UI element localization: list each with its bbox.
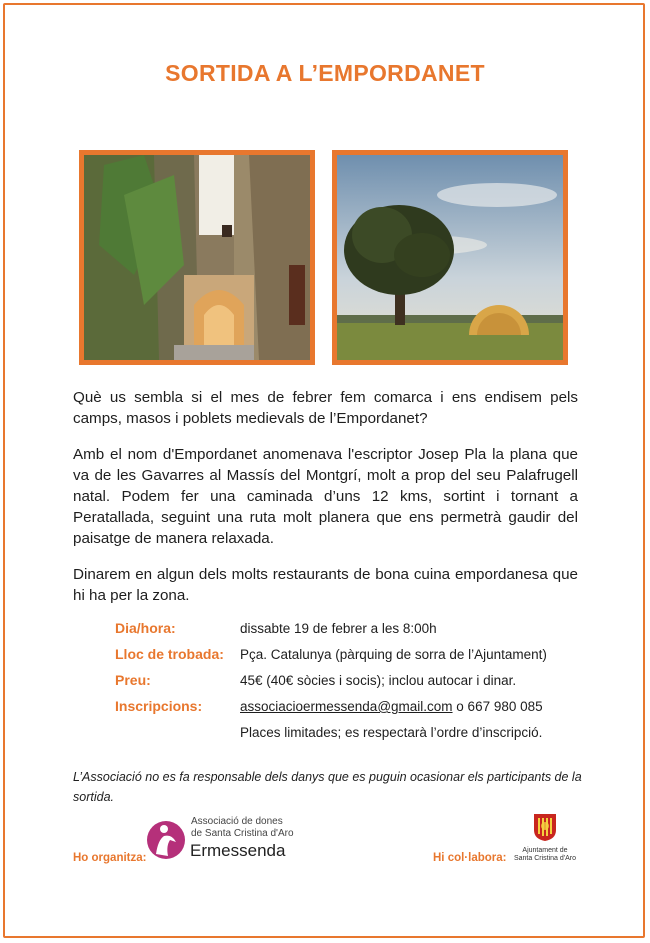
collaborator-label: Hi col·labora: (433, 852, 507, 864)
signup-phone: o 667 980 085 (452, 699, 543, 714)
organizer-label: Ho organitza: (73, 852, 147, 864)
date-row (115, 620, 585, 646)
price-label: Preu: (115, 672, 151, 688)
date-value: dissabte 19 de febrer a les 8:00h (240, 621, 437, 636)
signup-label: Inscripcions: (115, 698, 203, 714)
tree-field-photo (332, 150, 568, 365)
ajuntament-seal-icon (532, 812, 558, 842)
disclaimer-text: L’Associació no es fa responsable dels danys que es puguin ocasionar els participants de la sortida. (73, 770, 582, 804)
signup-value (240, 699, 543, 714)
collaborator-line1: Ajuntament de (522, 847, 568, 854)
collaborator-line2: Santa Cristina d'Aro (513, 855, 577, 862)
date-label: Dia/hora: (115, 620, 176, 636)
ermessenda-logo (146, 816, 296, 864)
description-paragraph: Amb el nom d'Empordanet anomenava l'escriptor Josep Pla la plana que va de les Gavarres al Massís del Montgrí, molt a prop del seu Palafrugell natal. Podem fer una caminada d’uns 12 kms, sortint i tornant a Peratallada, seguint una ruta molt planera que ens permetrà gaudir del paisatge de manera relaxada. (73, 446, 578, 547)
note-row (115, 724, 585, 750)
village-street-photo (79, 150, 315, 365)
intro-paragraph: Què us sembla si el mes de febrer fem comarca i ens endisem pels camps, masos i poblets medievals de l’Empordanet? (73, 389, 578, 427)
page-title: SORTIDA A L’EMPORDANET (165, 60, 485, 86)
organizer-line2: de Santa Cristina d'Aro (191, 828, 294, 839)
lunch-paragraph: Dinarem en algun dels molts restaurants de bona cuina empordanesa que hi ha per la zona. (73, 566, 578, 604)
ajuntament-logo (505, 812, 585, 867)
ermessenda-logo-icon (146, 818, 186, 862)
meeting-place-label: Lloc de trobada: (115, 646, 224, 662)
organizer-name: Ermessenda (190, 841, 286, 860)
meeting-place-value: Pça. Catalunya (pàrquing de sorra de l’Ajuntament) (240, 647, 547, 662)
event-details (115, 620, 585, 750)
signup-email-link[interactable]: associacioermessenda@gmail.com (240, 699, 453, 714)
organizer-line1: Associació de dones (191, 816, 283, 827)
price-value: 45€ (40€ sòcies i socis); inclou autocar i dinar. (240, 673, 517, 688)
price-row (115, 672, 585, 698)
places-note: Places limitades; es respectarà l’ordre d’inscripció. (240, 725, 543, 740)
meeting-place-row (115, 646, 585, 672)
signup-row (115, 698, 585, 724)
